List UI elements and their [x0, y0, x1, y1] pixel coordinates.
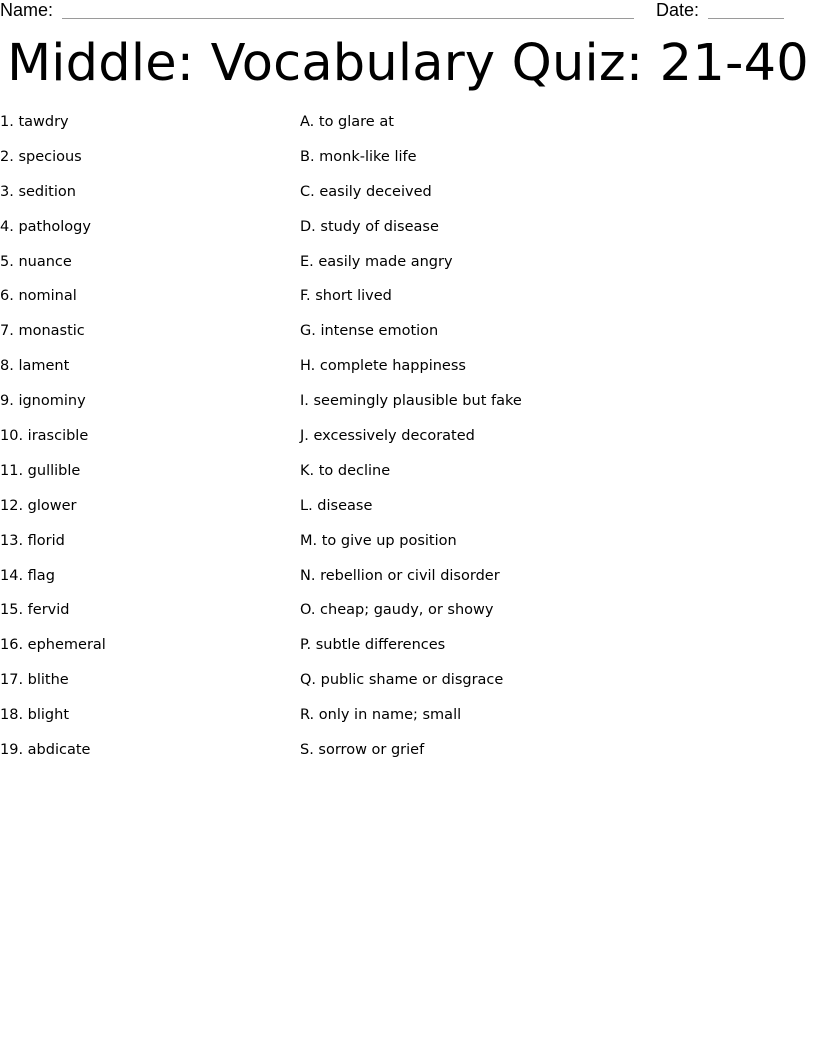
date-label: Date: [656, 0, 700, 20]
term-item: 6. nominal [0, 288, 77, 305]
term-item: 19. abdicate [0, 742, 91, 759]
term-item: 3. sedition [0, 183, 76, 200]
definition-item: G. intense emotion [300, 323, 439, 340]
definition-item: E. easily made angry [300, 253, 453, 270]
definition-item: O. cheap; gaudy, or showy [300, 602, 494, 619]
page-title: Middle: Vocabulary Quiz: 21-40 [7, 34, 809, 93]
term-item: 9. ignominy [0, 393, 86, 410]
definition-item: M. to give up position [300, 532, 457, 549]
term-item: 5. nuance [0, 253, 72, 270]
name-blank-line [62, 18, 634, 19]
term-item: 4. pathology [0, 218, 91, 235]
definition-item: B. monk-like life [300, 148, 417, 165]
definition-item: D. study of disease [300, 218, 439, 235]
definition-item: F. short lived [300, 288, 392, 305]
term-item: 15. fervid [0, 602, 70, 619]
date-blank-line [708, 18, 784, 19]
definition-item: P. subtle differences [300, 637, 446, 654]
worksheet-header [0, 0, 816, 24]
definition-item: N. rebellion or civil disorder [300, 567, 500, 584]
term-item: 11. gullible [0, 462, 81, 479]
term-item: 14. flag [0, 567, 55, 584]
term-item: 16. ephemeral [0, 637, 106, 654]
definition-item: Q. public shame or disgrace [300, 672, 504, 689]
term-item: 1. tawdry [0, 114, 69, 130]
definition-item: L. disease [300, 497, 373, 514]
term-item: 7. monastic [0, 323, 85, 340]
term-item: 17. blithe [0, 672, 69, 689]
terms-list [0, 112, 106, 775]
term-item: 2. specious [0, 148, 82, 165]
term-item: 18. blight [0, 707, 70, 724]
term-item: 12. glower [0, 497, 77, 514]
definition-item: A. to glare at [300, 114, 394, 130]
definition-item: R. only in name; small [300, 707, 462, 724]
definition-item: H. complete happiness [300, 358, 466, 375]
definition-item: I. seemingly plausible but fake [300, 393, 522, 410]
definitions-list [300, 112, 522, 775]
term-item: 8. lament [0, 358, 70, 375]
definition-item: S. sorrow or grief [300, 742, 425, 759]
name-label: Name: [0, 0, 54, 20]
definition-item: K. to decline [300, 462, 391, 479]
definition-item: J. excessively decorated [300, 428, 475, 445]
term-item: 10. irascible [0, 428, 89, 445]
term-item: 13. florid [0, 532, 65, 549]
definition-item: C. easily deceived [300, 183, 432, 200]
